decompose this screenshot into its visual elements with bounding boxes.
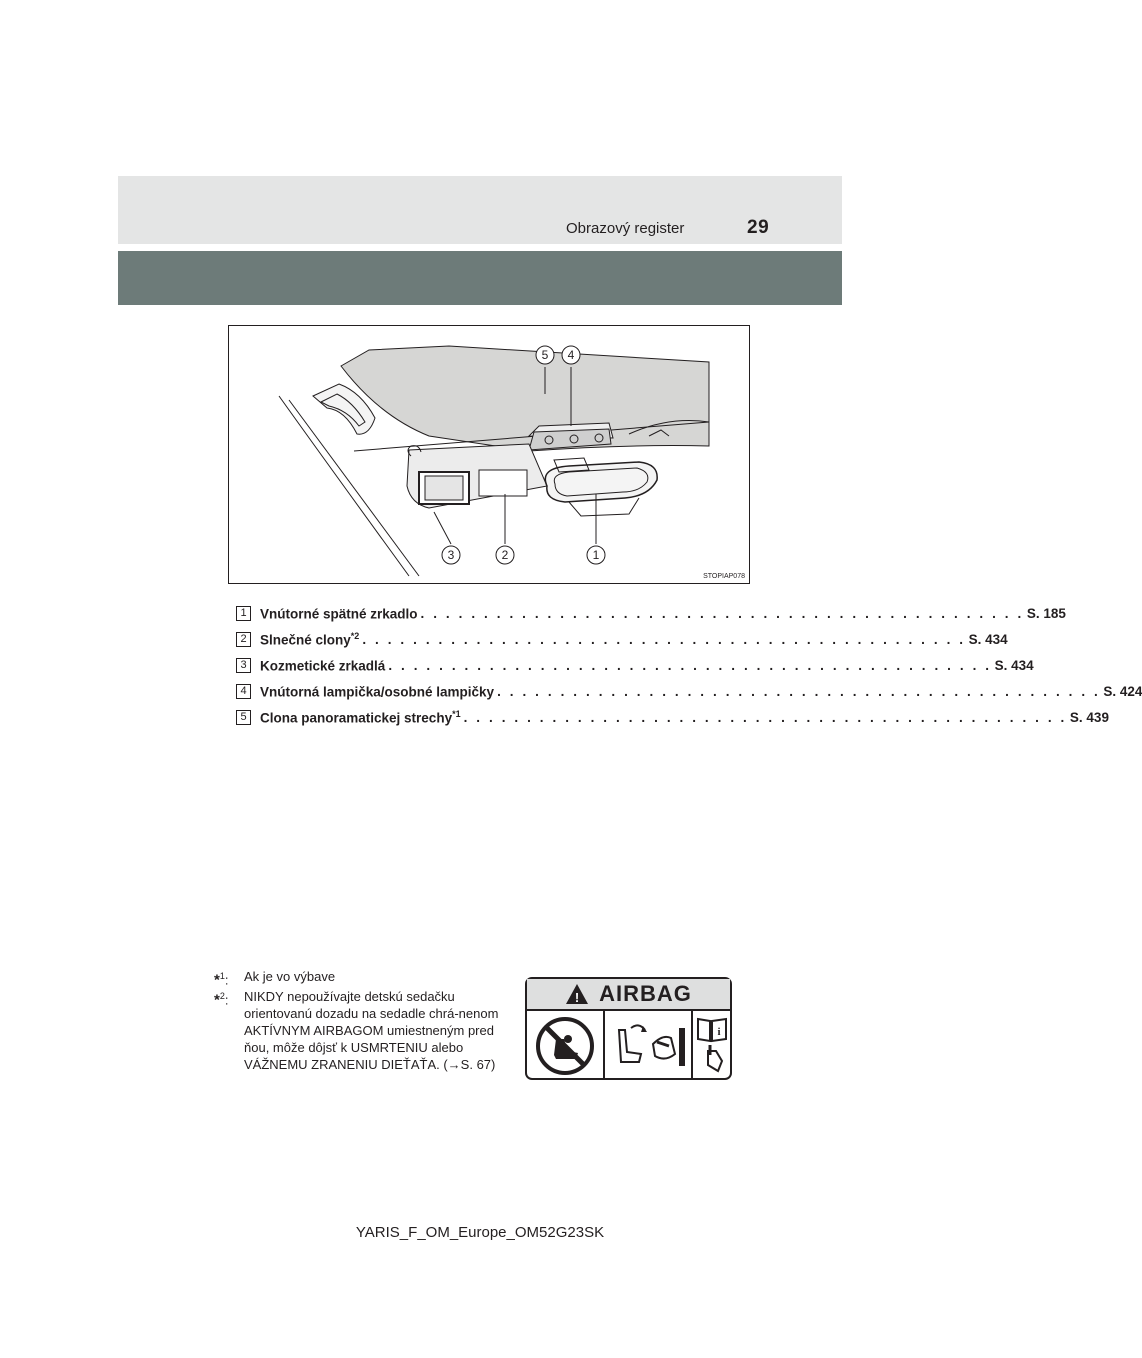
item-label: Vnútorné spätné zrkadlo: [260, 606, 418, 622]
leader-dots: . . . . . . . . . . . . . . . . . . . . . . . . . . . . . . . . . . . . . . . . . . . . . . . .: [463, 709, 1067, 725]
footnotes: [214, 968, 510, 1073]
item-number: 2: [236, 632, 251, 647]
airbag-label-pictograms: [527, 1011, 730, 1080]
airbag-deploy-icon: [605, 1011, 693, 1080]
page-reference[interactable]: S. 439: [1069, 709, 1109, 725]
callout-3: 3: [447, 548, 455, 562]
ceiling-illustration: [228, 325, 750, 584]
item-number: 5: [236, 710, 251, 725]
no-rear-facing-seat-icon: [527, 1011, 605, 1080]
callout-5: 5: [541, 348, 549, 362]
footnote-mark: *$^2$:: [214, 991, 229, 1009]
list-item: [236, 678, 1142, 704]
item-number: 3: [236, 658, 251, 673]
page-reference[interactable]: S. 434: [994, 657, 1034, 673]
page-number: 29: [747, 217, 770, 238]
airbag-warning-label: [525, 977, 732, 1080]
document-id: YARIS_F_OM_Europe_OM52G23SK: [355, 1224, 605, 1241]
ceiling-drawing: [229, 326, 749, 583]
page-reference[interactable]: S. 424: [1103, 683, 1142, 699]
warning-triangle-icon: [565, 983, 589, 1005]
footnote-mark: *$^1$:: [214, 971, 229, 989]
item-number: 1: [236, 606, 251, 621]
read-manual-icon: [693, 1011, 730, 1080]
item-number: 4: [236, 684, 251, 699]
callout-4: 4: [567, 348, 575, 362]
item-label: Kozmetické zrkadlá: [260, 658, 386, 674]
leader-dots: . . . . . . . . . . . . . . . . . . . . . . . . . . . . . . . . . . . . . . . . . . . . . . . .: [362, 631, 966, 647]
header-band: [118, 251, 842, 305]
item-label: Vnútorná lampička/osobné lampičky: [260, 684, 495, 700]
leader-dots: . . . . . . . . . . . . . . . . . . . . . . . . . . . . . . . . . . . . . . . . . . . . . . . .: [497, 683, 1101, 699]
list-item: [236, 704, 1109, 730]
header-bar: [118, 176, 842, 244]
callout-1: 1: [592, 548, 600, 562]
svg-text:!: !: [574, 990, 580, 1005]
figure-code: STOPIAP078: [703, 573, 745, 580]
footnote: [214, 968, 510, 988]
item-label: Slnečné clony$^{*2}$: [260, 630, 360, 648]
page-reference[interactable]: S. 185: [1026, 605, 1066, 621]
list-item: [236, 600, 1066, 626]
item-label: Clona panoramatickej strechy$^{*1}$: [260, 708, 461, 726]
leader-dots: . . . . . . . . . . . . . . . . . . . . . . . . . . . . . . . . . . . . . . . . . . . . . . . .: [420, 605, 1024, 621]
parts-list: [236, 600, 1142, 730]
footnote-text: Ak je vo výbave: [244, 969, 336, 984]
section-title: Obrazový register: [566, 220, 685, 237]
callout-2: 2: [501, 548, 509, 562]
airbag-label-header: [527, 979, 730, 1011]
list-item: [236, 652, 1034, 678]
footnote-text: NIKDY nepoužívajte detskú sedačku orientovanú dozadu na sedadle chrá-nenom AKTÍVNYM AIRBAGOM umiestneným pred ňou, môže dôjsť k USMRTENIU alebo VÁŽNEMU ZRANENIU DIEŤAŤA. (→S. 67): [244, 989, 499, 1073]
svg-text:i: i: [716, 1025, 721, 1038]
page-reference[interactable]: S. 434: [968, 631, 1008, 647]
list-item: [236, 626, 1008, 652]
airbag-word: AIRBAG: [599, 981, 692, 1006]
footnote: [214, 988, 510, 1073]
leader-dots: . . . . . . . . . . . . . . . . . . . . . . . . . . . . . . . . . . . . . . . . . . . . . . . .: [388, 657, 992, 673]
